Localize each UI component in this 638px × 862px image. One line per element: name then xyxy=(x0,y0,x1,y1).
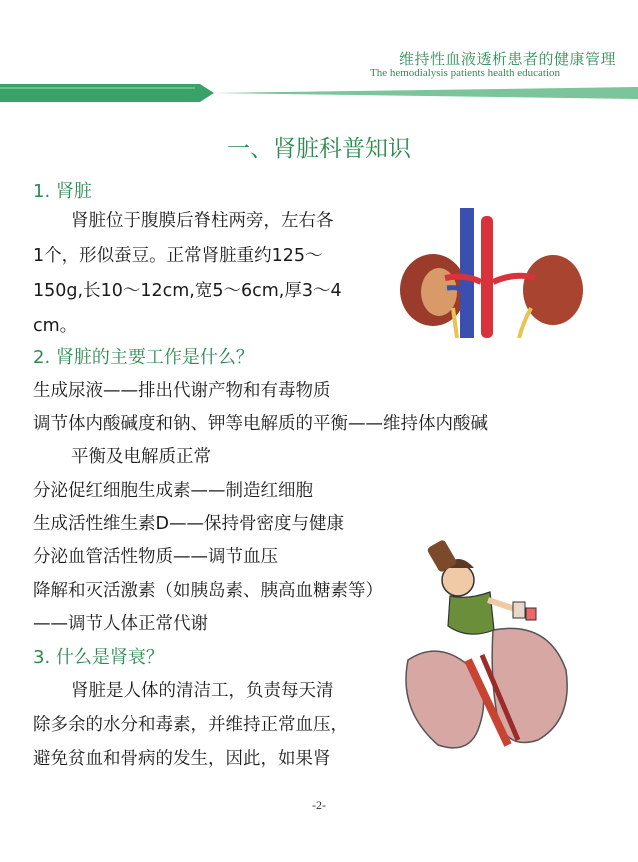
section-2-heading: 2. 肾脏的主要工作是什么？ xyxy=(33,347,254,368)
section-3-line: 避免贫血和骨病的发生，因此，如果肾 xyxy=(33,749,331,769)
section-3-heading: 3. 什么是肾衰？ xyxy=(33,647,164,668)
section-2-line: 分泌促红细胞生成素——制造红细胞 xyxy=(33,481,313,501)
section-2-line: 分泌血管活性物质——调节血压 xyxy=(33,547,278,567)
header-bar xyxy=(0,84,638,102)
section-3-line: 除多余的水分和毒素，并维持正常血压， xyxy=(33,715,348,735)
section-1-line: 肾脏位于腹膜后脊柱两旁，左右各 xyxy=(71,211,334,231)
header-title-en: The hemodialysis patients health education xyxy=(369,67,560,79)
section-2-line: ——调节人体正常代谢 xyxy=(33,614,208,634)
section-2-line: 调节体内酸碱度和钠、钾等电解质的平衡——维持体内酸碱 xyxy=(33,414,488,434)
section-2-line: 生成尿液——排出代谢产物和有毒物质 xyxy=(33,381,331,401)
section-2-line: 平衡及电解质正常 xyxy=(71,447,211,467)
section-1-line: 1个，形似蚕豆。正常肾脏重约125～ xyxy=(33,246,323,266)
section-2-line: 降解和灭活激素（如胰岛素、胰高血糖素等） xyxy=(33,581,383,601)
page-number: -2- xyxy=(312,798,326,812)
section-1-line: 150g,长10～12cm,宽5～6cm,厚3～4 xyxy=(33,281,342,301)
header-title-cn: 维持性血液透析患者的健康管理 xyxy=(398,50,616,68)
kidney-illustration xyxy=(395,208,590,338)
section-1-line: cm。 xyxy=(33,316,78,336)
section-1-heading: 1. 肾脏 xyxy=(33,181,92,202)
section-2-line: 生成活性维生素D——保持骨密度与健康 xyxy=(33,514,344,534)
cartoon-kidney-illustration xyxy=(398,540,573,755)
page-title: 一、肾脏科普知识 xyxy=(227,136,411,162)
section-3-line: 肾脏是人体的清洁工，负责每天清 xyxy=(71,681,334,701)
